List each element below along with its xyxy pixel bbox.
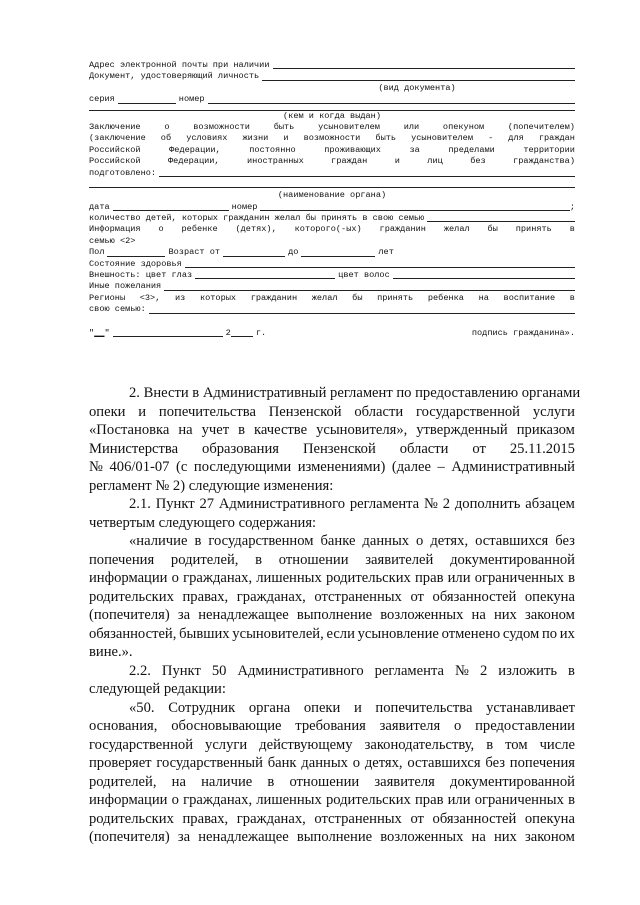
text-segment: или bbox=[403, 121, 420, 132]
text-segment: жизни bbox=[242, 133, 269, 144]
text-segment: «Постановка bbox=[89, 422, 170, 438]
text-segment: для bbox=[508, 133, 524, 144]
text-segment: " bbox=[104, 327, 110, 338]
number-label: номер bbox=[178, 94, 205, 105]
text-segment: которых bbox=[199, 292, 237, 303]
text-segment: на bbox=[478, 292, 489, 303]
text-segment: родителей, bbox=[170, 551, 239, 568]
text-segment: информации bbox=[89, 792, 168, 808]
text-segment: их bbox=[559, 625, 575, 642]
email-label: Адрес электронной почты при наличии bbox=[89, 59, 270, 70]
health-field[interactable] bbox=[185, 267, 575, 268]
text-segment: лиц bbox=[427, 156, 443, 167]
text-segment: абзацем bbox=[525, 496, 575, 512]
text-segment: гражданства) bbox=[513, 156, 575, 167]
text-segment: опекуна bbox=[524, 588, 575, 605]
text-segment: попечительства bbox=[375, 699, 473, 716]
text-segment: регламент № 2) следующие изменения: bbox=[89, 477, 334, 494]
wishes-row bbox=[89, 281, 575, 292]
text-segment: <3>, bbox=[139, 292, 161, 303]
prepared-label: подготовлено: bbox=[89, 167, 157, 178]
text-segment: ограниченных bbox=[474, 792, 564, 808]
text-segment: обязанностей bbox=[432, 810, 517, 827]
text-segment: семью <2> bbox=[89, 235, 136, 246]
text-segment: банке bbox=[320, 533, 356, 549]
text-segment: Российской bbox=[89, 156, 141, 167]
text-segment: отношении bbox=[289, 773, 360, 790]
text-segment: законом bbox=[524, 607, 575, 623]
text-segment: выполнение bbox=[296, 607, 373, 623]
text-segment: них bbox=[493, 607, 517, 623]
org-caption: (наименование органа) bbox=[277, 190, 387, 201]
text-segment: попечения bbox=[509, 755, 575, 771]
text-segment: правах, bbox=[182, 588, 229, 605]
text-segment: проживающих bbox=[324, 144, 381, 155]
text-segment: вине.». bbox=[89, 644, 133, 660]
text-segment: области bbox=[354, 403, 404, 420]
text-segment: или bbox=[447, 792, 471, 808]
series-number-row bbox=[89, 94, 575, 105]
text-segment: возложенных bbox=[380, 829, 464, 845]
text-segment: органа bbox=[248, 699, 291, 716]
text-segment: в bbox=[569, 224, 575, 235]
text-segment: от bbox=[410, 588, 424, 605]
text-segment: лишенных bbox=[256, 570, 322, 586]
text-segment: дополнить bbox=[454, 496, 521, 512]
text-segment: или bbox=[447, 570, 471, 586]
prepared-field[interactable] bbox=[159, 176, 575, 177]
text-segment: усыновление bbox=[357, 625, 439, 642]
family-note bbox=[89, 236, 575, 247]
text-segment: области bbox=[399, 440, 449, 457]
age-to-label: до bbox=[288, 247, 299, 258]
age-from-label: Возраст от bbox=[168, 247, 221, 258]
eye-color-label: Внешность: цвет глаз bbox=[89, 270, 193, 281]
text-segment: от bbox=[410, 810, 424, 827]
text-segment: попечительства bbox=[158, 403, 256, 420]
text-segment: (попечителем) bbox=[507, 121, 575, 132]
text-segment: учет bbox=[201, 422, 230, 438]
text-segment: предоставлении bbox=[475, 718, 575, 734]
number-field[interactable] bbox=[208, 103, 575, 104]
text-segment: в bbox=[569, 292, 575, 303]
text-segment: гражданах, bbox=[183, 792, 253, 808]
text-segment: (попечителя) bbox=[89, 829, 170, 845]
text-segment: отстраненных bbox=[314, 810, 402, 827]
text-segment: опекуна bbox=[524, 810, 575, 827]
text-segment: граждан bbox=[331, 156, 368, 167]
conclusion-number-label: номер bbox=[231, 201, 258, 212]
text-segment: без bbox=[470, 156, 486, 167]
application-form-block bbox=[89, 60, 575, 339]
text-segment: родительских bbox=[325, 570, 411, 586]
text-segment: родительских bbox=[89, 588, 174, 605]
text-segment: выполнение bbox=[296, 829, 373, 845]
text-segment: ; bbox=[569, 201, 575, 212]
text-segment: желал bbox=[443, 224, 470, 235]
text-segment: быть bbox=[375, 133, 397, 144]
text-segment: и bbox=[353, 699, 362, 716]
text-segment: отношении bbox=[278, 551, 349, 568]
id-document-row bbox=[89, 71, 575, 82]
text-segment: государственной bbox=[415, 403, 520, 420]
text-segment: усыновителей, bbox=[232, 625, 324, 642]
text-segment: утвержденный bbox=[416, 422, 508, 438]
text-segment: бы bbox=[352, 292, 363, 303]
years-label: лет bbox=[378, 247, 394, 258]
text-segment: на bbox=[471, 607, 486, 623]
text-segment: проверяет bbox=[89, 755, 152, 771]
text-segment: заявителя bbox=[379, 718, 441, 734]
wishes-field[interactable] bbox=[164, 290, 575, 291]
prepared-row bbox=[89, 168, 575, 179]
text-segment: попечения bbox=[89, 551, 155, 568]
text-segment: возможности bbox=[303, 133, 361, 144]
date-label: дата bbox=[89, 201, 110, 212]
id-document-field[interactable] bbox=[262, 80, 575, 81]
text-segment: государственный bbox=[156, 755, 263, 771]
text-segment: возможности bbox=[193, 121, 250, 132]
text-segment: числе bbox=[539, 736, 575, 753]
text-segment: законодательству, bbox=[364, 736, 475, 753]
text-segment: по bbox=[541, 625, 558, 642]
text-segment: следующей редакции: bbox=[89, 681, 226, 697]
text-segment: возложенных bbox=[380, 607, 464, 623]
conclusion-line-3 bbox=[89, 145, 575, 156]
text-segment: Пензенской bbox=[268, 403, 342, 420]
quote-paragraph-1 bbox=[89, 532, 575, 662]
text-segment: последующими bbox=[193, 459, 292, 475]
text-segment: наличие bbox=[201, 773, 253, 790]
id-document-label: Документ, удостоверяющий личность bbox=[89, 71, 260, 82]
text-segment: " bbox=[89, 327, 95, 338]
text-segment: гражданин bbox=[250, 292, 298, 303]
text-segment: на bbox=[471, 829, 486, 845]
text-segment: Пункт bbox=[155, 496, 195, 512]
health-row bbox=[89, 259, 575, 270]
text-segment: без bbox=[555, 533, 575, 549]
text-segment: в bbox=[238, 422, 246, 438]
text-segment: изменениями) bbox=[297, 459, 386, 475]
text-segment: 2 bbox=[225, 327, 231, 338]
hair-color-label: цвет волос bbox=[338, 270, 390, 281]
text-segment: оставшихся bbox=[475, 533, 549, 549]
prepared-field-continued[interactable] bbox=[89, 187, 575, 188]
text-segment: данных bbox=[362, 533, 410, 549]
text-segment: которого(-ых) bbox=[294, 224, 362, 235]
text-segment: (попечителя) bbox=[89, 607, 170, 623]
text-segment: постоянно bbox=[249, 144, 296, 155]
text-segment: (детях), bbox=[235, 224, 277, 235]
text-segment: гражданах, bbox=[236, 810, 306, 827]
text-segment: действующему bbox=[259, 736, 353, 753]
text-segment: том bbox=[505, 736, 528, 753]
text-segment: родительских bbox=[89, 810, 174, 827]
text-segment: из bbox=[175, 292, 186, 303]
text-segment: воспитание bbox=[503, 292, 556, 303]
text-segment: правах, bbox=[182, 810, 229, 827]
text-segment: № bbox=[423, 496, 438, 512]
text-segment: изложить bbox=[498, 662, 557, 679]
date-number-row bbox=[89, 202, 575, 213]
text-segment: в bbox=[568, 662, 575, 679]
text-segment: государственной bbox=[89, 736, 194, 753]
text-segment: обязанностей bbox=[432, 588, 517, 605]
series-field[interactable] bbox=[118, 103, 176, 104]
text-segment: ограниченных bbox=[474, 570, 564, 586]
text-segment: в bbox=[568, 792, 575, 808]
text-segment: опеки bbox=[303, 699, 341, 716]
text-segment: условиях bbox=[186, 133, 228, 144]
issued-by-caption: (кем и когда выдан) bbox=[89, 110, 575, 122]
eye-color-field[interactable] bbox=[195, 278, 335, 279]
text-segment: в bbox=[568, 570, 575, 586]
text-segment: бывших bbox=[179, 625, 230, 642]
text-segment: «50. bbox=[129, 699, 155, 716]
hair-color-field[interactable] bbox=[393, 278, 575, 279]
sex-age-row bbox=[89, 247, 575, 258]
text-segment: в bbox=[267, 773, 275, 790]
signature-label: подпись гражданина». bbox=[471, 327, 575, 338]
text-segment: опеки bbox=[89, 403, 126, 420]
text-segment: 406/01-07 bbox=[109, 459, 170, 475]
regions-line bbox=[89, 293, 575, 304]
text-segment: требования bbox=[295, 718, 366, 734]
text-segment: лишенных bbox=[256, 792, 322, 808]
conclusion-line-1 bbox=[89, 122, 575, 133]
text-segment: в bbox=[194, 533, 202, 549]
text-segment: услуги bbox=[205, 736, 248, 753]
text-segment: регламента bbox=[349, 496, 420, 512]
text-segment: за bbox=[409, 144, 420, 155]
sex-field[interactable] bbox=[107, 256, 165, 257]
text-segment: и bbox=[283, 133, 289, 144]
text-segment: на bbox=[178, 422, 193, 438]
age-to-field[interactable] bbox=[301, 256, 375, 257]
text-segment: «наличие bbox=[129, 533, 188, 549]
text-segment: __ bbox=[94, 327, 105, 338]
conclusion-number-field[interactable] bbox=[260, 210, 569, 211]
text-segment: усыновителем bbox=[411, 133, 473, 144]
text-segment: за bbox=[177, 607, 191, 623]
text-segment: принять bbox=[377, 292, 414, 303]
child-info-line bbox=[89, 224, 575, 235]
doc-type-caption: (вид документа) bbox=[378, 82, 456, 93]
text-segment: 2.2. bbox=[129, 662, 151, 679]
amendments-text bbox=[89, 384, 581, 847]
text-segment: 2 bbox=[479, 662, 488, 679]
signature-row bbox=[89, 328, 575, 339]
series-label: серия bbox=[89, 94, 115, 105]
prepared-row-2 bbox=[89, 179, 575, 190]
text-segment: если bbox=[326, 625, 355, 642]
text-segment: Сотрудник bbox=[168, 699, 236, 716]
text-segment: заявителя bbox=[374, 773, 435, 790]
age-from-field[interactable] bbox=[223, 256, 285, 257]
text-segment: документированной bbox=[450, 773, 575, 790]
text-segment: детях, bbox=[364, 755, 403, 771]
text-segment: и bbox=[138, 403, 147, 420]
text-segment: судом bbox=[502, 625, 540, 642]
appearance-row bbox=[89, 270, 575, 281]
text-segment: опекуном bbox=[442, 121, 485, 132]
text-segment: в bbox=[486, 736, 494, 753]
text-segment: документированной bbox=[450, 551, 575, 568]
text-segment: г. bbox=[255, 327, 267, 338]
text-segment: ненадлежащее bbox=[198, 607, 289, 623]
text-segment: 25.11.2015 bbox=[509, 440, 575, 457]
text-segment: данных bbox=[301, 755, 348, 771]
text-segment: заявителей bbox=[365, 551, 434, 568]
text-segment: желал bbox=[311, 292, 338, 303]
text-segment: ребенке bbox=[181, 224, 218, 235]
text-segment: Министерства bbox=[89, 440, 179, 457]
text-segment: приказом bbox=[516, 422, 575, 438]
regions-label: свою семью: bbox=[89, 304, 146, 315]
text-segment: Административного bbox=[218, 496, 346, 512]
text-segment: о bbox=[171, 570, 179, 586]
text-segment: пределами bbox=[448, 144, 495, 155]
text-segment: гражданин bbox=[379, 224, 426, 235]
text-segment: четвертым следующего содержания: bbox=[89, 514, 317, 531]
text-segment: 27 bbox=[199, 496, 215, 512]
text-segment: иностранных bbox=[247, 156, 304, 167]
text-segment: Административный bbox=[451, 459, 575, 475]
sex-label: Пол bbox=[89, 247, 105, 258]
children-count-field[interactable] bbox=[427, 221, 575, 222]
text-segment: усыновителя», bbox=[316, 422, 408, 438]
text-segment: Российской bbox=[89, 144, 141, 155]
text-segment: гражданах, bbox=[236, 588, 306, 605]
text-segment: родительских bbox=[325, 792, 411, 808]
text-segment: без bbox=[485, 755, 505, 771]
paragraph-2-2 bbox=[89, 662, 575, 699]
text-segment: Федерации, bbox=[169, 144, 221, 155]
text-segment: родителей, bbox=[89, 773, 157, 790]
text-segment: отстраненных bbox=[314, 588, 402, 605]
regions-field[interactable] bbox=[149, 313, 575, 314]
text-segment: о bbox=[454, 718, 462, 734]
text-segment: (далее bbox=[391, 459, 431, 475]
text-segment: за bbox=[177, 829, 191, 845]
text-segment: 2.1. bbox=[129, 496, 151, 512]
text-segment: о bbox=[158, 224, 164, 235]
text-segment: Пензенской bbox=[302, 440, 376, 457]
text-segment: усыновителем bbox=[318, 121, 380, 132]
text-segment: оставшихся bbox=[407, 755, 481, 771]
text-segment: детях, bbox=[430, 533, 469, 549]
text-segment: прав bbox=[414, 570, 444, 586]
date-field[interactable] bbox=[113, 210, 229, 211]
date-month-field[interactable] bbox=[113, 336, 223, 337]
text-segment: на bbox=[171, 773, 186, 790]
paragraph-2 bbox=[89, 384, 581, 495]
text-segment: обязанностей, bbox=[89, 625, 177, 642]
text-segment: обосновывающие bbox=[171, 718, 282, 734]
text-segment: отменено bbox=[441, 625, 501, 642]
text-segment: услуги bbox=[532, 403, 575, 420]
conclusion-line-2 bbox=[89, 133, 575, 144]
text-segment: № bbox=[455, 662, 469, 679]
text-segment: 50 bbox=[211, 662, 227, 679]
children-count-row bbox=[89, 213, 575, 224]
text-segment: о bbox=[171, 792, 179, 808]
text-segment: - bbox=[488, 133, 494, 144]
health-label: Состояние здоровья bbox=[89, 258, 182, 269]
text-segment: прав bbox=[414, 792, 444, 808]
text-segment: № bbox=[89, 459, 103, 475]
text-segment: гражданах, bbox=[183, 570, 253, 586]
text-segment: от bbox=[472, 440, 486, 457]
text-segment: Пункт bbox=[161, 662, 201, 679]
text-segment: Административного bbox=[237, 662, 364, 679]
date-year-field[interactable] bbox=[231, 336, 253, 337]
text-segment: Регионы bbox=[89, 292, 126, 303]
text-segment: быть bbox=[273, 121, 295, 132]
text-segment: устанавливает bbox=[486, 699, 575, 716]
text-segment: ребенка bbox=[427, 292, 464, 303]
text-segment: основания, bbox=[89, 718, 158, 734]
text-segment: – bbox=[437, 459, 445, 475]
text-segment: законом bbox=[524, 829, 575, 845]
text-segment: и bbox=[394, 156, 400, 167]
text-segment: них bbox=[493, 829, 517, 845]
children-count-label: количество детей, которых гражданин желал бы принять в свою семью bbox=[89, 213, 425, 224]
text-segment: бы bbox=[487, 224, 498, 235]
text-segment: регламента bbox=[374, 662, 444, 679]
text-segment: Заключение bbox=[89, 121, 141, 132]
text-segment: качестве bbox=[254, 422, 308, 438]
paragraph-2-1 bbox=[89, 495, 575, 532]
text-segment: информации bbox=[89, 570, 168, 586]
text-segment: территории bbox=[523, 144, 575, 155]
text-segment: (с bbox=[176, 459, 188, 475]
text-segment: 2. Внести в Административный регламент по предоставлению органами bbox=[129, 385, 581, 401]
text-segment: принять bbox=[515, 224, 552, 235]
text-segment: об bbox=[160, 133, 172, 144]
text-segment: в bbox=[255, 551, 263, 568]
text-segment: (заключение bbox=[89, 133, 146, 144]
text-segment: ненадлежащее bbox=[198, 829, 289, 845]
text-segment: 2 bbox=[442, 496, 451, 512]
text-segment: Информация bbox=[89, 224, 141, 235]
email-row bbox=[89, 60, 575, 71]
quote-paragraph-2 bbox=[89, 699, 575, 847]
text-segment: граждан bbox=[538, 133, 575, 144]
conclusion-line-4 bbox=[89, 156, 575, 167]
wishes-label: Иные пожелания bbox=[89, 281, 162, 292]
text-segment: Федерации, bbox=[168, 156, 220, 167]
text-segment: о bbox=[164, 121, 170, 132]
text-segment: государственном bbox=[208, 533, 314, 549]
text-segment: образования bbox=[202, 440, 279, 457]
text-segment: банк bbox=[267, 755, 297, 771]
regions-row bbox=[89, 304, 575, 315]
text-segment: о bbox=[416, 533, 424, 549]
text-segment: о bbox=[352, 755, 361, 771]
email-field[interactable] bbox=[273, 68, 576, 69]
